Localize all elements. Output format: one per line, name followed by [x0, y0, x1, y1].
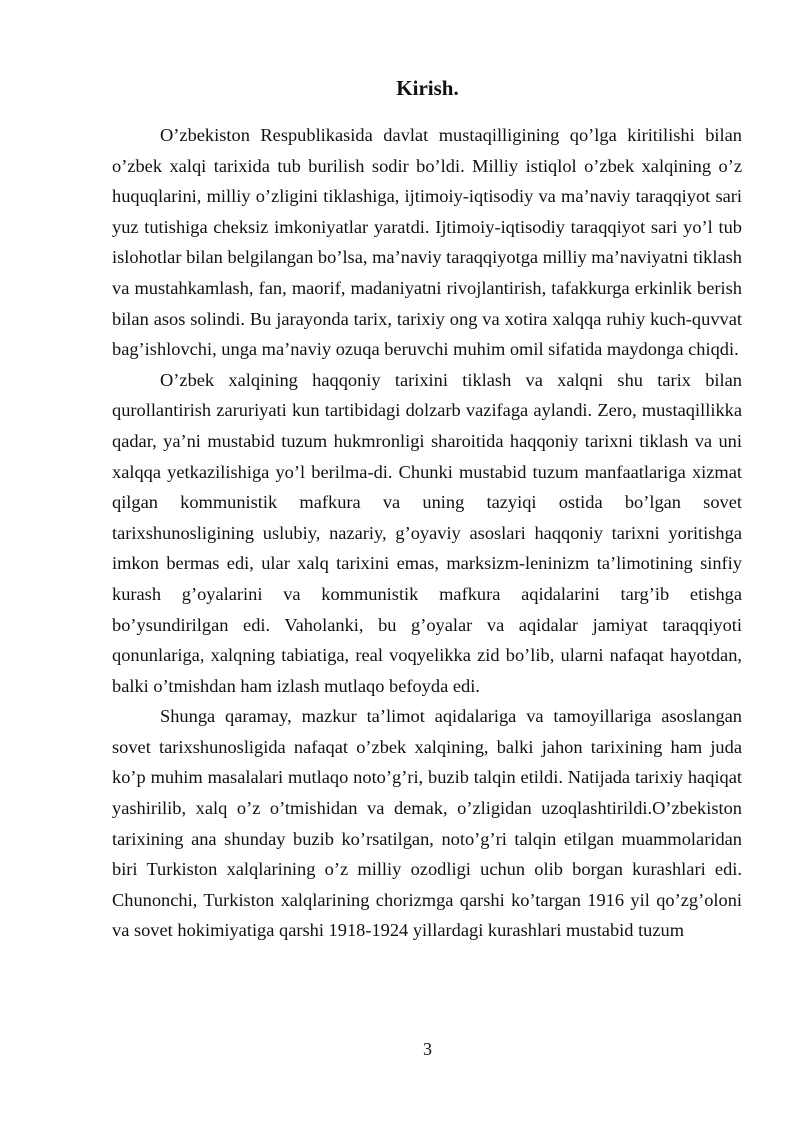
page-title: Kirish. [396, 76, 459, 100]
paragraph-1: O’zbekiston Respublikasida davlat mustaqilligining qo’lga kiritilishi bilan o’zbek xalqi tarixida tub burilish sodir bo’ldi. Milliy istiqlol o’zbek xalqining o’z huquqlarini, milliy o’zligini tiklashiga, ijtimoiy-iqtisodiy va ma’naviy taraqqiyot sari yuz tutishiga cheksiz imkoniyatlar yaratdi. Ijtimoiy-iqtisodiy taraqqiyot sari yo’l tub islohotlar bilan belgilangan bo’lsa, ma’naviy taraqqiyotga milliy ma’naviyatni tiklash va mustahkamlash, fan, maorif, madaniyatni rivojlantirish, tafakkurga erkinlik berish bilan asos solindi. Bu jarayonda tarix, tarixiy ong va xotira xalqqa ruhiy kuch-quvvat bag’ishlovchi, unga ma’naviy ozuqa beruvchi muhim omil sifatida maydonga chiqdi. [112, 125, 742, 360]
paragraph-2: O’zbek xalqining haqqoniy tarixini tiklash va xalqni shu tarix bilan qurollantirish zaruriyati kun tartibidagi dolzarb vazifaga aylandi. Zero, mustaqillikka qadar, ya’ni mustabid tuzum hukmronligi sharoitida haqqoniy tarixni tiklash va uni xalqqa yetkazilishiga yo’l berilma-di. Chunki mustabid tuzum manfaatlariga xizmat qilgan kommunistik mafkura va uning tazyiqi ostida bo’lgan sovet tarixshunosligining uslubiy, nazariy, g’oyaviy asoslari haqqoniy tarixni yoritishga imkon bermas edi, ular xalq tarixini emas, marksizm-leninizm ta’limotining sinfiy kurash g’oyalarini va kommunistik mafkura aqidalarini targ’ib etishga bo’ysundirilgan edi. Vaholanki, bu g’oyalar va aqidalar jamiyat taraqqiyoti qonunlariga, xalqning tabiatiga, real voqyelikka zid bo’lib, ularni nafaqat hayotdan, balki o’tmishdan ham izlash mutlaqo befoyda edi. [112, 369, 742, 696]
page-number: 3 [423, 1039, 432, 1059]
body-text [112, 120, 742, 946]
paragraph-3: Shunga qaramay, mazkur ta’limot aqidalariga va tamoyillariga asoslangan sovet tarixshunosligida nafaqat o’zbek xalqining, balki jahon tarixining ham juda ko’p muhim masalalari mutlaqo noto’g’ri, buzib talqin etildi. Natijada tarixiy haqiqat yashirilib, xalq o’z o’tmishidan va demak, o’zligidan uzoqlashtirildi.O’zbekiston tarixining ana shunday buzib ko’rsatilgan, noto’g’ri talqin etilgan muammolaridan biri Turkiston xalqlarining o’z milliy ozodligi uchun olib borgan kurashlari edi. Chunonchi, Turkiston xalqlarining chorizmga qarshi ko’targan 1916 yil qo’zg’oloni va sovet hokimiyatiga qarshi 1918-1924 yillardagi kurashlari mustabid tuzum [112, 706, 742, 941]
